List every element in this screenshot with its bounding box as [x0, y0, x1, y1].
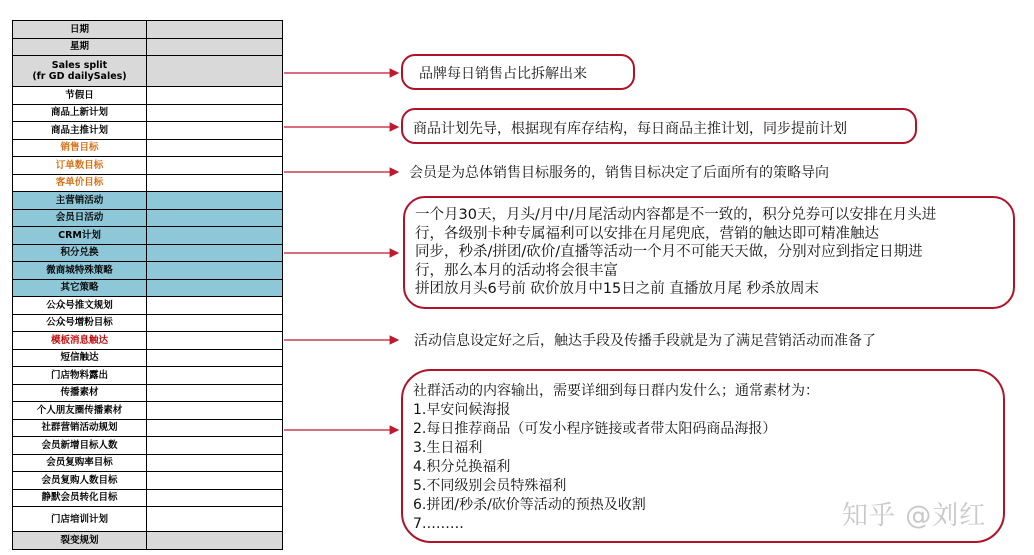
- row-label: 模板消息触达: [13, 332, 147, 350]
- row-label: 积分兑换: [13, 244, 147, 262]
- note-member: [409, 162, 829, 182]
- note-sales-split-text: 品牌每日销售占比拆解出来: [419, 66, 587, 82]
- row-label: 订单数目标: [13, 157, 147, 175]
- note-community-line: 社群活动的内容输出，需要详细到每日群内发什么；通常素材为：: [413, 383, 819, 399]
- row-label: 销售目标: [13, 139, 147, 157]
- row-label: 会员日活动: [13, 209, 147, 227]
- row-label: 日期: [13, 21, 147, 39]
- note-community-line: 4.积分兑换福利: [413, 459, 511, 475]
- row-label: 个人朋友圈传播素材: [13, 402, 147, 420]
- note-activity-line: 拼团放月头6号前 砍价放月中15日之前 直播放月尾 秒杀放周末: [415, 281, 820, 297]
- note-sales-split: [401, 54, 635, 90]
- note-activity: [403, 196, 1015, 309]
- row-label: 公众号推文规划: [13, 297, 147, 315]
- watermark: 知乎 @刘红: [842, 501, 987, 531]
- note-community-line: 2.每日推荐商品（可发小程序链接或者带太阳码商品海报）: [413, 421, 777, 437]
- row-label: 会员复购率目标: [13, 454, 147, 472]
- row-label: 短信触达: [13, 349, 147, 367]
- note-community-line: 1.早安问候海报: [413, 402, 511, 418]
- row-label: 静默会员转化目标: [13, 489, 147, 507]
- row-label: 会员复购人数目标: [13, 472, 147, 490]
- note-community-line: 6.拼团/秒杀/砍价等活动的预热及收割: [413, 497, 646, 513]
- row-label: Sales split (fr GD dailySales): [13, 56, 147, 87]
- row-label: 主营销活动: [13, 192, 147, 210]
- note-member-text: 会员是为总体销售目标服务的，销售目标决定了后面所有的策略导向: [409, 165, 829, 181]
- note-activity-line: 行，各级别卡种专属福利可以安排在月尾兜底，营销的触达即可精准触达: [415, 225, 879, 242]
- note-reach-text: 活动信息设定好之后，触达手段及传播手段就是为了满足营销活动而准备了: [414, 333, 876, 349]
- row-label: 微商城特殊策略: [13, 262, 147, 280]
- row-label: 客单价目标: [13, 174, 147, 192]
- row-label: 其它策略: [13, 279, 147, 297]
- row-label: 门店培训计划: [13, 507, 147, 532]
- row-label: 公众号增粉目标: [13, 314, 147, 332]
- row-label: 商品主推计划: [13, 122, 147, 140]
- row-label: 社群营销活动规划: [13, 419, 147, 437]
- row-label: 传播素材: [13, 384, 147, 402]
- note-community-line: 3.生日福利: [413, 440, 483, 456]
- row-label: 星期: [13, 38, 147, 56]
- note-activity-line: 一个月30天，月头/月中/月尾活动内容都是不一致的，积分兑券可以安排在月头进: [415, 207, 937, 223]
- note-community-line: 7………: [413, 516, 464, 532]
- note-community-line: 5.不同级别会员特殊福利: [413, 478, 567, 494]
- note-reach: [414, 330, 876, 350]
- note-product-plan: [401, 108, 917, 144]
- row-label: 门店物料露出: [13, 367, 147, 385]
- note-activity-line: 同步，秒杀/拼团/砍价/直播等活动一个月不可能天天做，分别对应到指定日期进: [415, 244, 923, 260]
- note-product-plan-text: 商品计划先导，根据现有库存结构，每日商品主推计划，同步提前计划: [413, 121, 847, 137]
- row-label: CRM计划: [13, 227, 147, 245]
- row-label: 裂变规划: [13, 532, 147, 550]
- row-label: 节假日: [13, 87, 147, 105]
- row-label: 商品上新计划: [13, 104, 147, 122]
- note-activity-line: 行，那么本月的活动将会很丰富: [415, 262, 618, 279]
- row-label: 会员新增目标人数: [13, 437, 147, 455]
